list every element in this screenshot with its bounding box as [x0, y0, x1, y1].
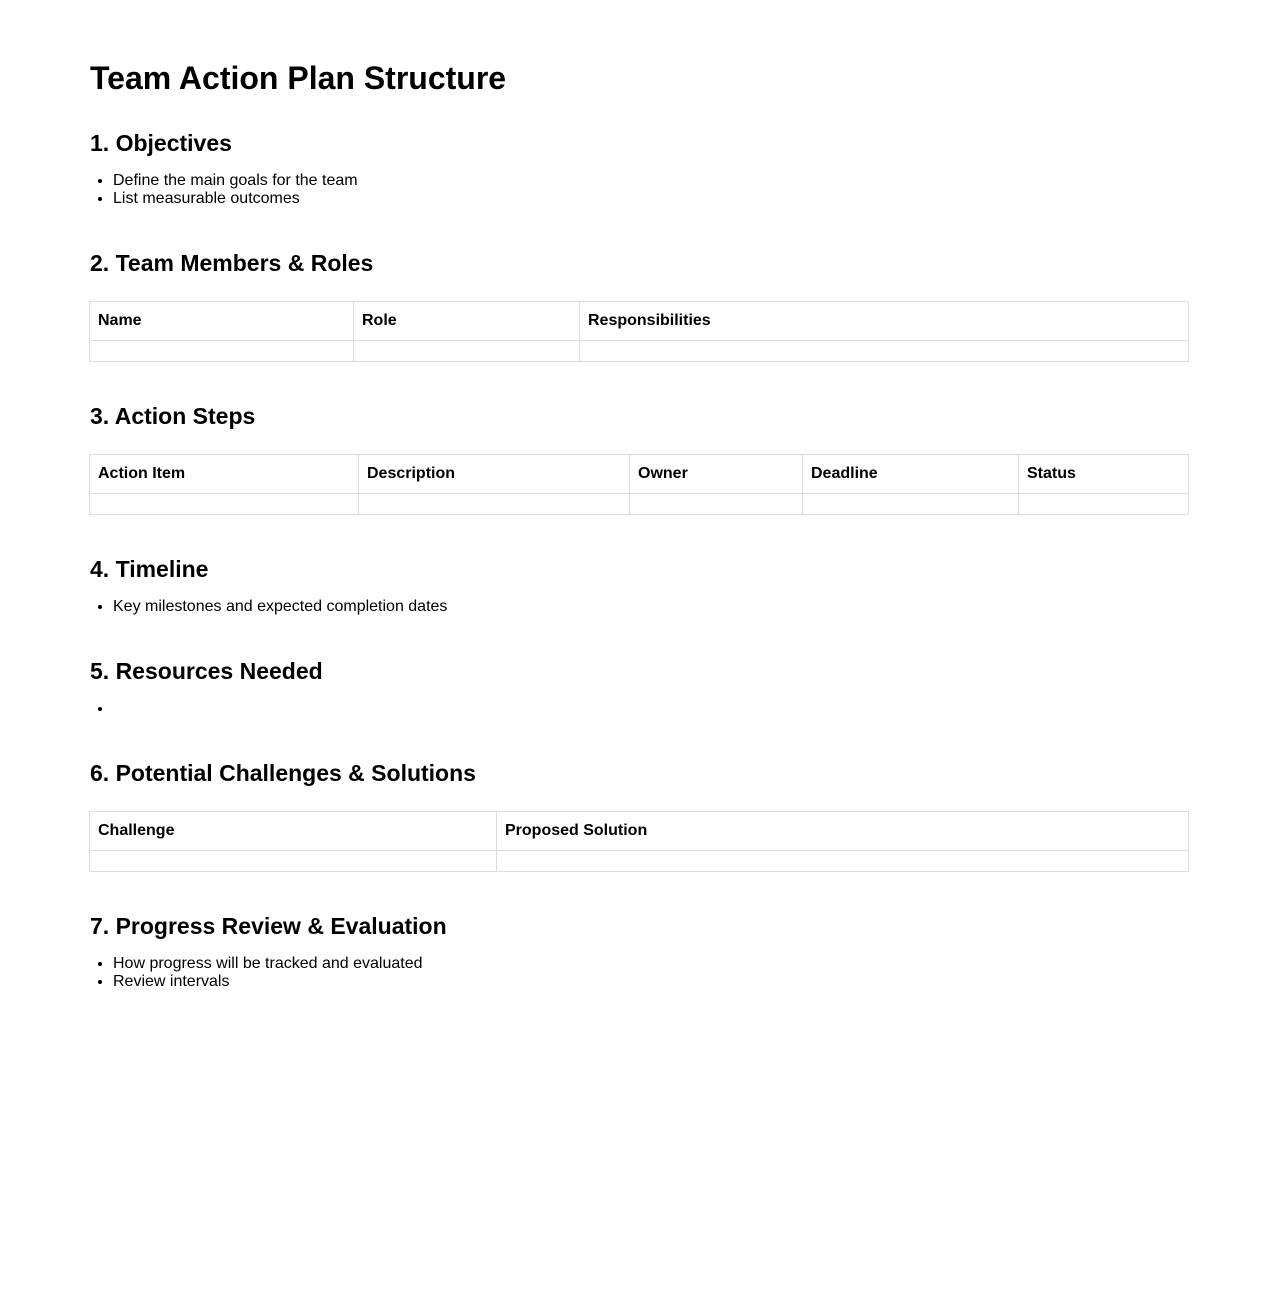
- page-title: Team Action Plan Structure: [90, 60, 507, 96]
- list-item: • Review intervals: [113, 973, 1190, 991]
- resources-list: [90, 700, 1190, 718]
- section-heading-resources: 5. Resources Needed: [90, 658, 323, 684]
- team-table: [89, 301, 1189, 362]
- section-heading-review: 7. Progress Review & Evaluation: [90, 913, 447, 939]
- table-cell[interactable]: [90, 851, 497, 872]
- column-header: Action Item: [90, 455, 359, 494]
- table-row: [90, 341, 1189, 362]
- table-header-row: [90, 812, 1189, 851]
- list-item: • Define the main goals for the team: [113, 172, 1190, 190]
- table-row: [90, 494, 1189, 515]
- section-heading-actions: 3. Action Steps: [90, 403, 256, 429]
- table-cell[interactable]: [90, 341, 354, 362]
- table-cell[interactable]: [803, 494, 1019, 515]
- column-header: Status: [1019, 455, 1189, 494]
- list-item: • How progress will be tracked and evaluated: [113, 955, 1190, 973]
- table-header-row: [90, 302, 1189, 341]
- column-header: Name: [90, 302, 354, 341]
- table-row: [90, 851, 1189, 872]
- column-header: Challenge: [90, 812, 497, 851]
- section-heading-team: 2. Team Members & Roles: [90, 250, 374, 276]
- column-header: Deadline: [803, 455, 1019, 494]
- table-cell[interactable]: [497, 851, 1189, 872]
- challenges-table: [89, 811, 1189, 872]
- action-steps-table: [89, 454, 1189, 515]
- column-header: Owner: [630, 455, 803, 494]
- section-heading-challenges: 6. Potential Challenges & Solutions: [90, 760, 476, 786]
- list-item: • List measurable outcomes: [113, 190, 1190, 208]
- list-item: [113, 700, 1190, 718]
- table-cell[interactable]: [1019, 494, 1189, 515]
- table-cell[interactable]: [90, 494, 359, 515]
- column-header: Proposed Solution: [497, 812, 1189, 851]
- table-cell[interactable]: [630, 494, 803, 515]
- section-heading-timeline: 4. Timeline: [90, 556, 209, 582]
- review-list: [90, 955, 1190, 991]
- list-item: • Key milestones and expected completion dates: [113, 598, 1190, 616]
- document: [90, 60, 1190, 1032]
- objectives-list: [90, 172, 1190, 208]
- column-header: Responsibilities: [580, 302, 1189, 341]
- table-cell[interactable]: [359, 494, 630, 515]
- timeline-list: [90, 598, 1190, 616]
- column-header: Role: [354, 302, 580, 341]
- table-cell[interactable]: [580, 341, 1189, 362]
- column-header: Description: [359, 455, 630, 494]
- table-header-row: [90, 455, 1189, 494]
- table-cell[interactable]: [354, 341, 580, 362]
- section-heading-objectives: 1. Objectives: [90, 130, 232, 156]
